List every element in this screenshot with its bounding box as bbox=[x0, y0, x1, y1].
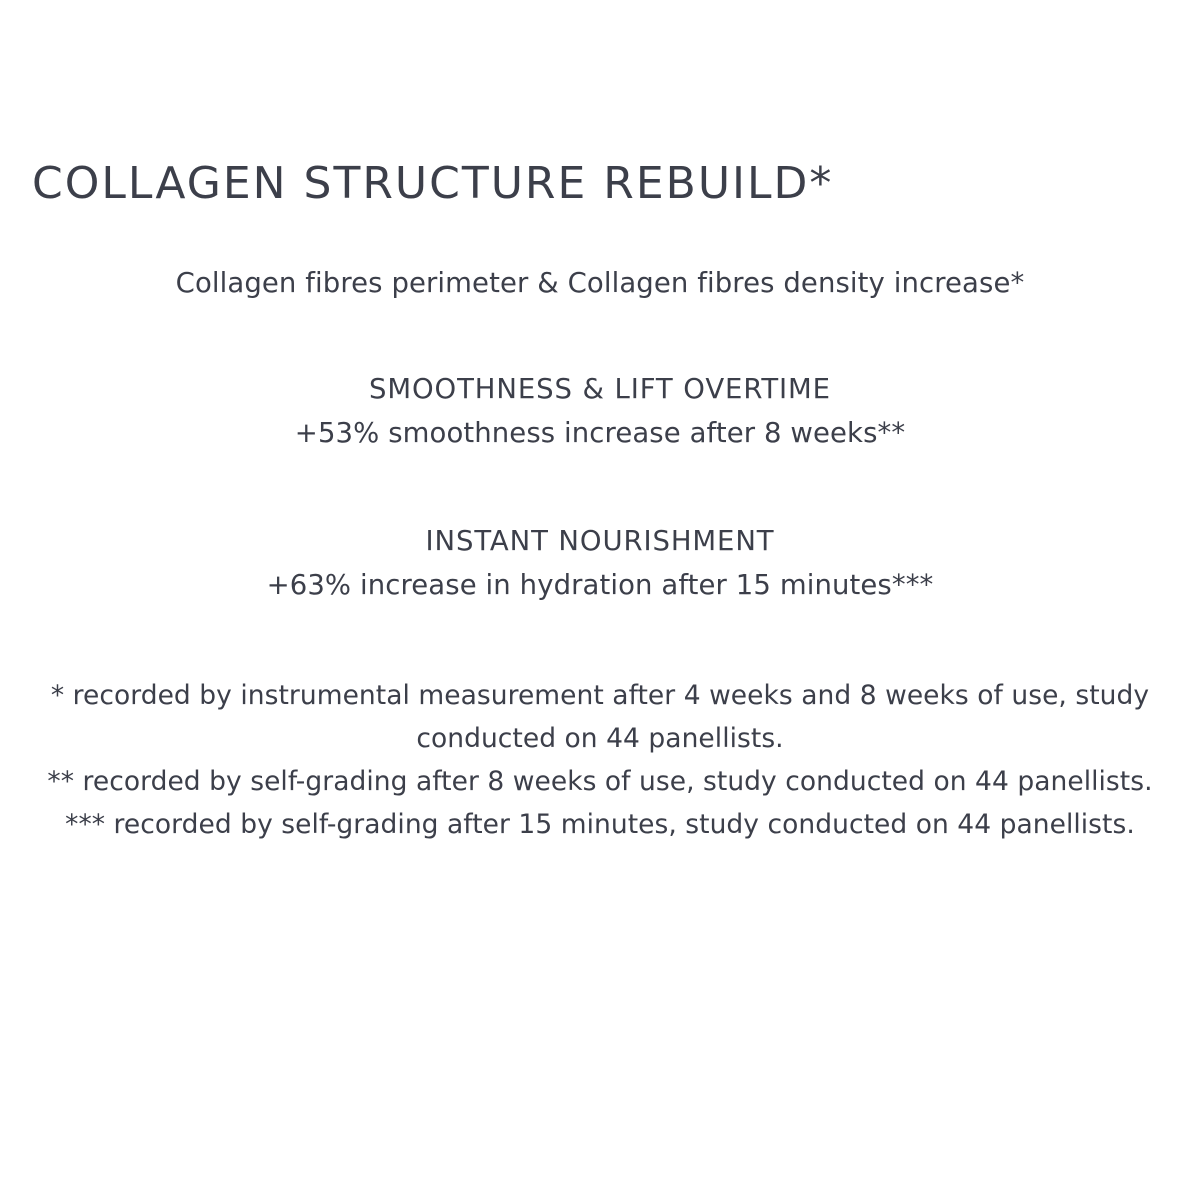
claim-heading: INSTANT NOURISHMENT bbox=[425, 525, 775, 557]
page-title: COLLAGEN STRUCTURE REBUILD* bbox=[32, 158, 834, 209]
footnote-item: * recorded by instrumental measurement after 4 weeks and 8 weeks of use, study conducted on 44 panellists. bbox=[50, 680, 1150, 754]
page-subtitle: Collagen fibres perimeter & Collagen fibres density increase* bbox=[175, 267, 1025, 299]
footnote-item: *** recorded by self-grading after 15 minutes, study conducted on 44 panellists. bbox=[65, 808, 1135, 840]
footnotes bbox=[14, 675, 1186, 847]
claim-block-smoothness bbox=[14, 373, 1186, 449]
claim-block-nourishment bbox=[14, 525, 1186, 601]
claim-body: +53% smoothness increase after 8 weeks** bbox=[294, 417, 906, 449]
claim-heading: SMOOTHNESS & LIFT OVERTIME bbox=[369, 373, 831, 405]
claim-body: +63% increase in hydration after 15 minutes*** bbox=[266, 569, 934, 601]
footnote-item: ** recorded by self-grading after 8 weeks of use, study conducted on 44 panellists. bbox=[47, 765, 1153, 797]
